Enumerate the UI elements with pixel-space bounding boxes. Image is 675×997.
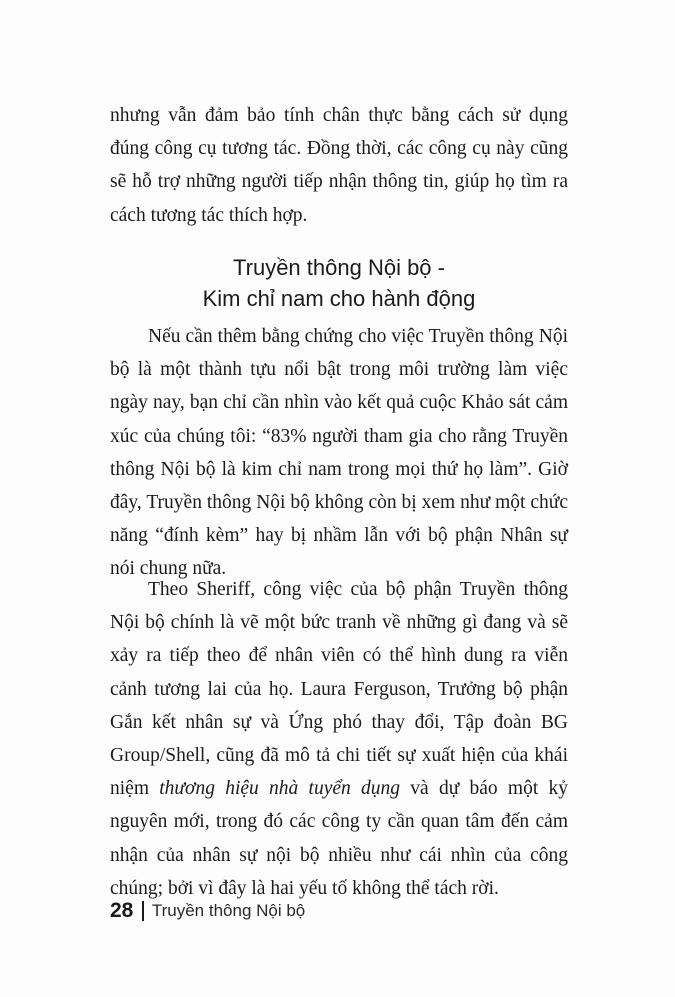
body-paragraph-2 <box>110 573 568 905</box>
section-heading-line-1: Truyền thông Nội bộ - <box>233 255 445 280</box>
body-paragraph-2-part-1: Theo Sheriff, công việc của bộ phận Truyền thông Nội bộ chính là vẽ một bức tranh về những gì đang và sẽ xảy ra tiếp theo để nhân viên có thể hình dung ra viễn cảnh tương lai của họ. Laura Ferguson, Trưởng bộ phận Gắn kết nhân sự và Ứng phó thay đổi, Tập đoàn BG Group/Shell, cũng đã mô tả chi tiết sự xuất hiện của khái niệm <box>110 579 568 800</box>
body-paragraph-2-part-2: và dự báo một kỷ nguyên mới, trong đó các công ty cần quan tâm đến cảm nhận của nhân sự nội bộ nhiều như cái nhìn của công chúng; bởi vì đây là hai yếu tố không thể tách rời. <box>110 778 569 899</box>
continuation-paragraph <box>110 99 568 232</box>
italic-term: thương hiệu nhà tuyển dụng <box>159 778 401 800</box>
body-paragraph-1-text: Nếu cần thêm bằng chứng cho việc Truyền thông Nội bộ là một thành tựu nổi bật trong môi trường làm việc ngày nay, bạn chỉ cần nhìn vào kết quả cuộc Khảo sát cảm xúc của chúng tôi: “83% người tham gia cho rằng Truyền thông Nội bộ là kim chỉ nam trong mọi thứ họ làm”. Giờ đây, Truyền thông Nội bộ không còn bị xem như một chức năng “đính kèm” hay bị nhầm lẫn với bộ phận Nhân sự nói chung nữa. <box>110 326 568 580</box>
running-title: Truyền thông Nội bộ <box>151 901 306 920</box>
footer-separator <box>142 901 144 921</box>
body-paragraph-1 <box>110 320 568 586</box>
page-number: 28 <box>110 899 134 922</box>
continuation-text: nhưng vẫn đảm bảo tính chân thực bằng cách sử dụng đúng công cụ tương tác. Đồng thời, các công cụ này cũng sẽ hỗ trợ những người tiếp nhận thông tin, giúp họ tìm ra cách tương tác thích hợp. <box>110 105 568 226</box>
body-paragraph-2-text <box>110 573 568 905</box>
page-footer <box>110 899 305 923</box>
section-heading-line-2: Kim chỉ nam cho hành động <box>202 286 476 311</box>
section-heading <box>110 252 568 314</box>
